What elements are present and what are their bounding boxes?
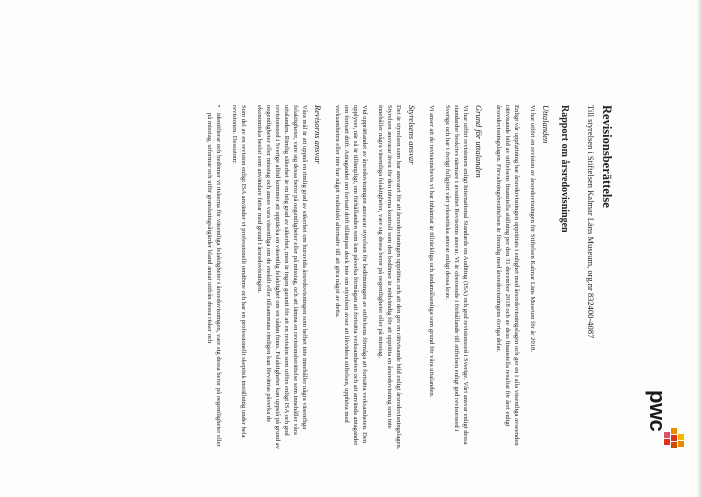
document-title: Revisionsberättelse — [600, 105, 614, 208]
revisorns-ansvar-list — [205, 105, 223, 450]
styrelsens-ansvar-paragraph-1: Det är styrelsen som har ansvaret för att årsredovisningen upprättas och att den ger en rättvisande bild enligt årsredovisningslagen. Styrelsen ansvarar även för den interna kontroll som den bedömer är nödvändig för att upprätta en årsredovisning som inte innehåller några väsentliga felaktigheter, vare sig dessa beror på oegentligheter eller på misstag. — [377, 105, 402, 450]
report-heading: Rapport om årsredovisningen — [559, 105, 570, 233]
uttalanden-heading: Uttalanden — [541, 105, 551, 144]
styrelsens-ansvar-paragraph-2: Vid upprättandet av årsredovisningen ansvarar styrelsen för bedömningen av stiftelsens förmåga att fortsätta verksamheten. Den upplyser, när så är tillämpligt, om förhållanden som kan påverka förmågan att fortsätta verksamheten och att använda antagandet om fortsatt drift. Antagandet om fortsatt drift tillämpas dock inte om styrelsen avser att likvidera stiftelsen, upphöra med verksamheten eller inte har något realistiskt alternativ till att göra något av detta. — [334, 105, 368, 446]
uttalanden-paragraph-2: Enligt vår uppfattning har årsredovisningen upprättats i enlighet med årsredovisningslagen och ger en i alla väsentliga avseenden rättvisande bild av stiftelsens finansiella ställning per den 31 december 2018 och av dess finansiella resultat för året enligt årsredovisningslagen. Förvaltningsberättelsen är förenlig med årsredovisningens övriga delar. — [495, 105, 520, 446]
revisorns-ansvar-heading: Revisorns ansvar — [313, 105, 323, 164]
grund-heading: Grund för uttalanden — [474, 105, 484, 178]
recipient-line: Till styrelsen i Stiftelsen Kalmar Läns Museum, org.nr 832400-4087 — [586, 105, 596, 339]
logo-text: pwc — [645, 390, 670, 432]
document-body — [205, 105, 614, 450]
revisorns-ansvar-paragraph-2: Som del av en revision enligt ISA använder vi professionellt omdöme och har en professionellt skeptisk inställning under hela revisionen. Dessutom: — [231, 105, 247, 438]
list-item: • identifierar och bedömer vi riskerna för väsentliga felaktigheter i årsredovisningen, vare sig dessa beror på oegentligheter eller på misstag, utformar och utför granskningsåtgärder bland annat utifrån dessa risker och — [205, 113, 223, 450]
scan-edge — [696, 0, 702, 497]
grund-paragraph-1: Vi har utfört revisionen enligt International Standards on Auditing (ISA) och god revisionssed i Sverige. Vårt ansvar enligt dessa standarder beskrivs närmare i avsnittet Revisorns ansvar. Vi är oberoende i förhållande till stiftelsen enligt god revisorssed i Sverige och har i övrigt fullgjort vårt yrkesetiska ansvar enligt dessa krav. — [444, 105, 469, 445]
uttalanden-paragraph-1: Vi har utfört en revision av årsredovisningen för Stiftelsen Kalmar Läns Museum för år 2018. — [529, 105, 536, 352]
revisorns-ansvar-paragraph-1: Våra mål är att uppnå en rimlig grad av säkerhet om huruvida årsredovisningen som helhet inte innehåller några väsentliga felaktigheter, vare sig dessa beror på oegentligheter eller på misstag, och att lämna en revisionsberättelse som innehåller våra uttalanden. Rimlig säkerhet är en hög grad av säkerhet, men är ingen garanti för att en revision som utförs enligt ISA och god revisionssed i Sverige alltid kommer att upptäcka en väsentlig felaktighet om en sådan finns. Felaktigheter kan uppstå på grund av oegentligheter eller misstag och anses vara väsentliga om de enskilt eller tillsammans rimligen kan förväntas påverka de ekonomiska beslut som användare fattar med grund i årsredovisningen. — [256, 105, 308, 449]
pwc-logo — [644, 390, 684, 470]
grund-paragraph-2: Vi anser att de revisionsbevis vi har inhämtat är tillräckliga och ändamålsenliga som grund för våra uttalanden. — [428, 105, 435, 398]
styrelsens-ansvar-heading: Styrelsens ansvar — [407, 105, 417, 165]
